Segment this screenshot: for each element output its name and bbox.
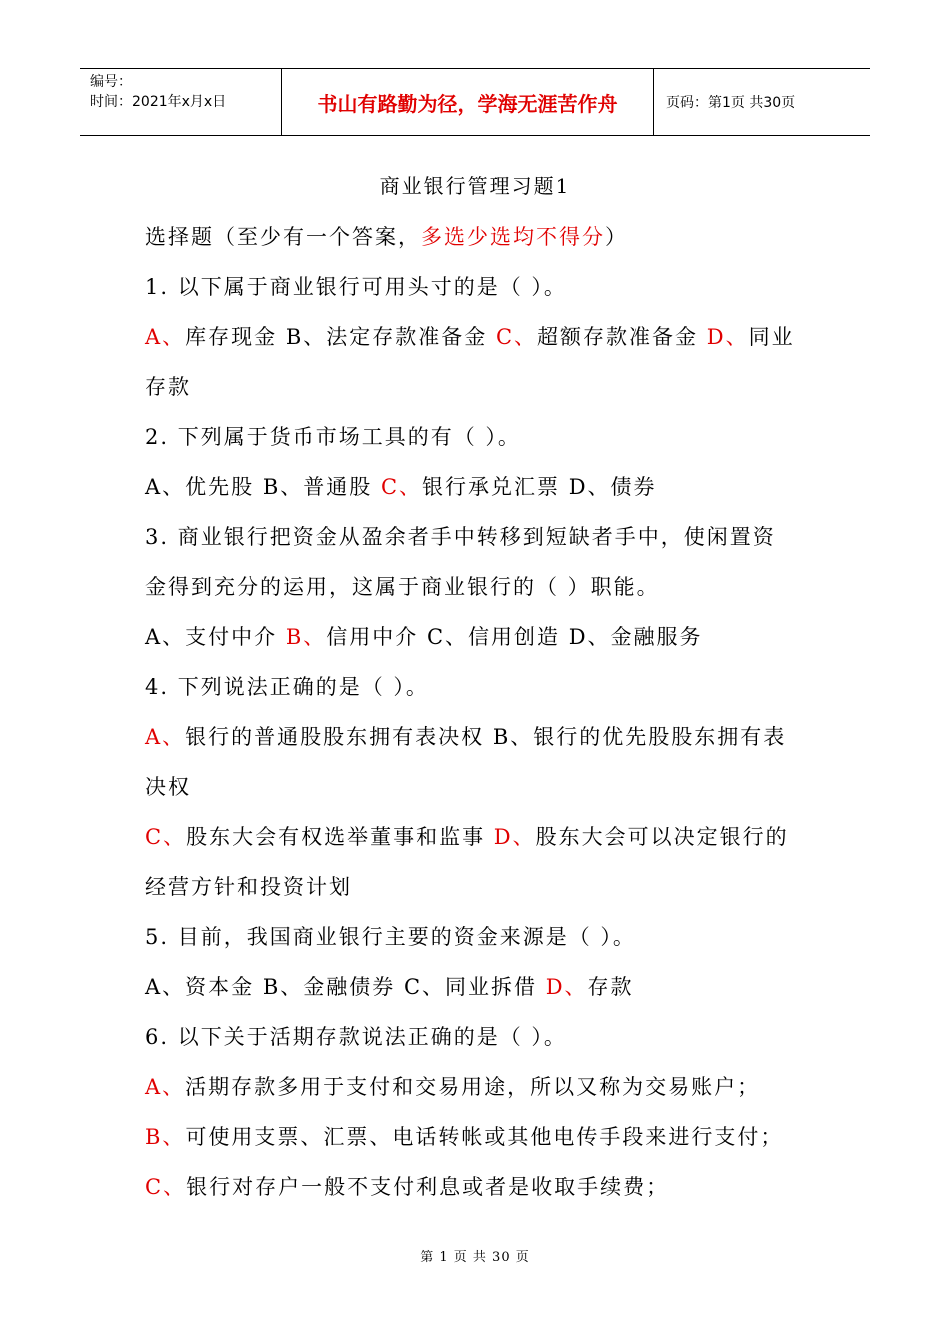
text-line xyxy=(145,712,815,762)
question-body xyxy=(145,212,815,1212)
text-segment: 2. 下列属于货币市场工具的有（ ）。 xyxy=(145,425,521,449)
text-segment: A、优先股 B、普通股 xyxy=(145,475,381,499)
text-line xyxy=(145,312,815,362)
text-segment: 存款 xyxy=(145,375,191,399)
text-segment: 活期存款多用于支付和交易用途，所以又称为交易账户； xyxy=(185,1075,761,1099)
text-line xyxy=(145,762,815,812)
highlighted-segment: C、 xyxy=(495,325,538,349)
text-segment: 6. 以下关于活期存款说法正确的是（ ）。 xyxy=(145,1025,567,1049)
text-segment: 3. 商业银行把资金从盈余者手中转移到短缺者手中，使闲置资 xyxy=(145,525,776,549)
highlighted-segment: D、 xyxy=(493,825,536,849)
text-segment: 选择题（至少有一个答案， xyxy=(145,225,421,249)
text-segment: 信用中介 C、信用创造 D、金融服务 xyxy=(326,625,703,649)
text-segment: 股东大会可以决定银行的 xyxy=(535,825,789,849)
text-segment: 经营方针和投资计划 xyxy=(145,875,352,899)
text-line xyxy=(145,412,815,462)
highlighted-segment: 多选少选均不得分 xyxy=(421,225,605,249)
text-segment: A、资本金 B、金融债券 C、同业拆借 xyxy=(145,975,546,999)
text-line xyxy=(145,1162,815,1212)
text-segment: 4. 下列说法正确的是（ ）。 xyxy=(145,675,429,699)
header-motto: 书山有路勤为径，学海无涯苦作舟 xyxy=(282,69,654,135)
highlighted-segment: D、 xyxy=(545,975,588,999)
text-segment: 金得到充分的运用，这属于商业银行的（ ）职能。 xyxy=(145,575,660,599)
document-title: 商业银行管理习题1 xyxy=(379,174,571,198)
text-segment: 可使用支票、汇票、电话转帐或其他电传手段来进行支付； xyxy=(185,1125,784,1149)
text-line xyxy=(145,812,815,862)
text-line xyxy=(145,362,815,412)
text-segment: 1. 以下属于商业银行可用头寸的是（ ）。 xyxy=(145,275,567,299)
text-line xyxy=(145,1012,815,1062)
highlighted-segment: D、 xyxy=(706,325,749,349)
highlighted-segment: A、 xyxy=(145,725,186,749)
document-header xyxy=(80,68,870,136)
text-segment: 存款 xyxy=(587,975,634,999)
time-label: 时间：2021年x月x日 xyxy=(90,94,227,110)
highlighted-segment: A、 xyxy=(145,325,186,349)
text-line xyxy=(145,1062,815,1112)
text-segment: A、支付中介 xyxy=(145,625,286,649)
text-segment: 库存现金 B、法定存款准备金 xyxy=(185,325,496,349)
text-line xyxy=(145,562,815,612)
highlighted-segment: A、 xyxy=(145,1075,186,1099)
text-segment: 银行承兑汇票 D、债券 xyxy=(422,475,657,499)
header-page-info: 页码：第1页 共30页 xyxy=(666,95,796,111)
number-label: 编号： xyxy=(90,74,132,90)
text-segment: ） xyxy=(605,225,628,249)
text-segment: 5. 目前，我国商业银行主要的资金来源是（ ）。 xyxy=(145,925,636,949)
highlighted-segment: C、 xyxy=(380,475,423,499)
text-segment: 银行的普通股股东拥有表决权 B、银行的优先股股东拥有表 xyxy=(185,725,787,749)
text-line xyxy=(145,462,815,512)
text-segment: 超额存款准备金 xyxy=(537,325,707,349)
highlighted-segment: C、 xyxy=(145,1175,187,1199)
text-line xyxy=(145,512,815,562)
text-line xyxy=(145,1112,815,1162)
text-line xyxy=(145,212,815,262)
header-meta xyxy=(80,69,282,135)
text-segment: 决权 xyxy=(145,775,191,799)
text-line xyxy=(145,262,815,312)
text-line xyxy=(145,912,815,962)
text-line xyxy=(145,962,815,1012)
page-footer: 第 1 页 共 30 页 xyxy=(420,1250,530,1265)
text-segment: 同业 xyxy=(748,325,795,349)
text-segment: 银行对存户一般不支付利息或者是收取手续费； xyxy=(186,1175,670,1199)
text-line xyxy=(145,662,815,712)
highlighted-segment: B、 xyxy=(145,1125,186,1149)
text-line xyxy=(145,862,815,912)
highlighted-segment: C、 xyxy=(145,825,187,849)
text-segment: 股东大会有权选举董事和监事 xyxy=(186,825,494,849)
text-line xyxy=(145,612,815,662)
highlighted-segment: B、 xyxy=(285,625,327,649)
